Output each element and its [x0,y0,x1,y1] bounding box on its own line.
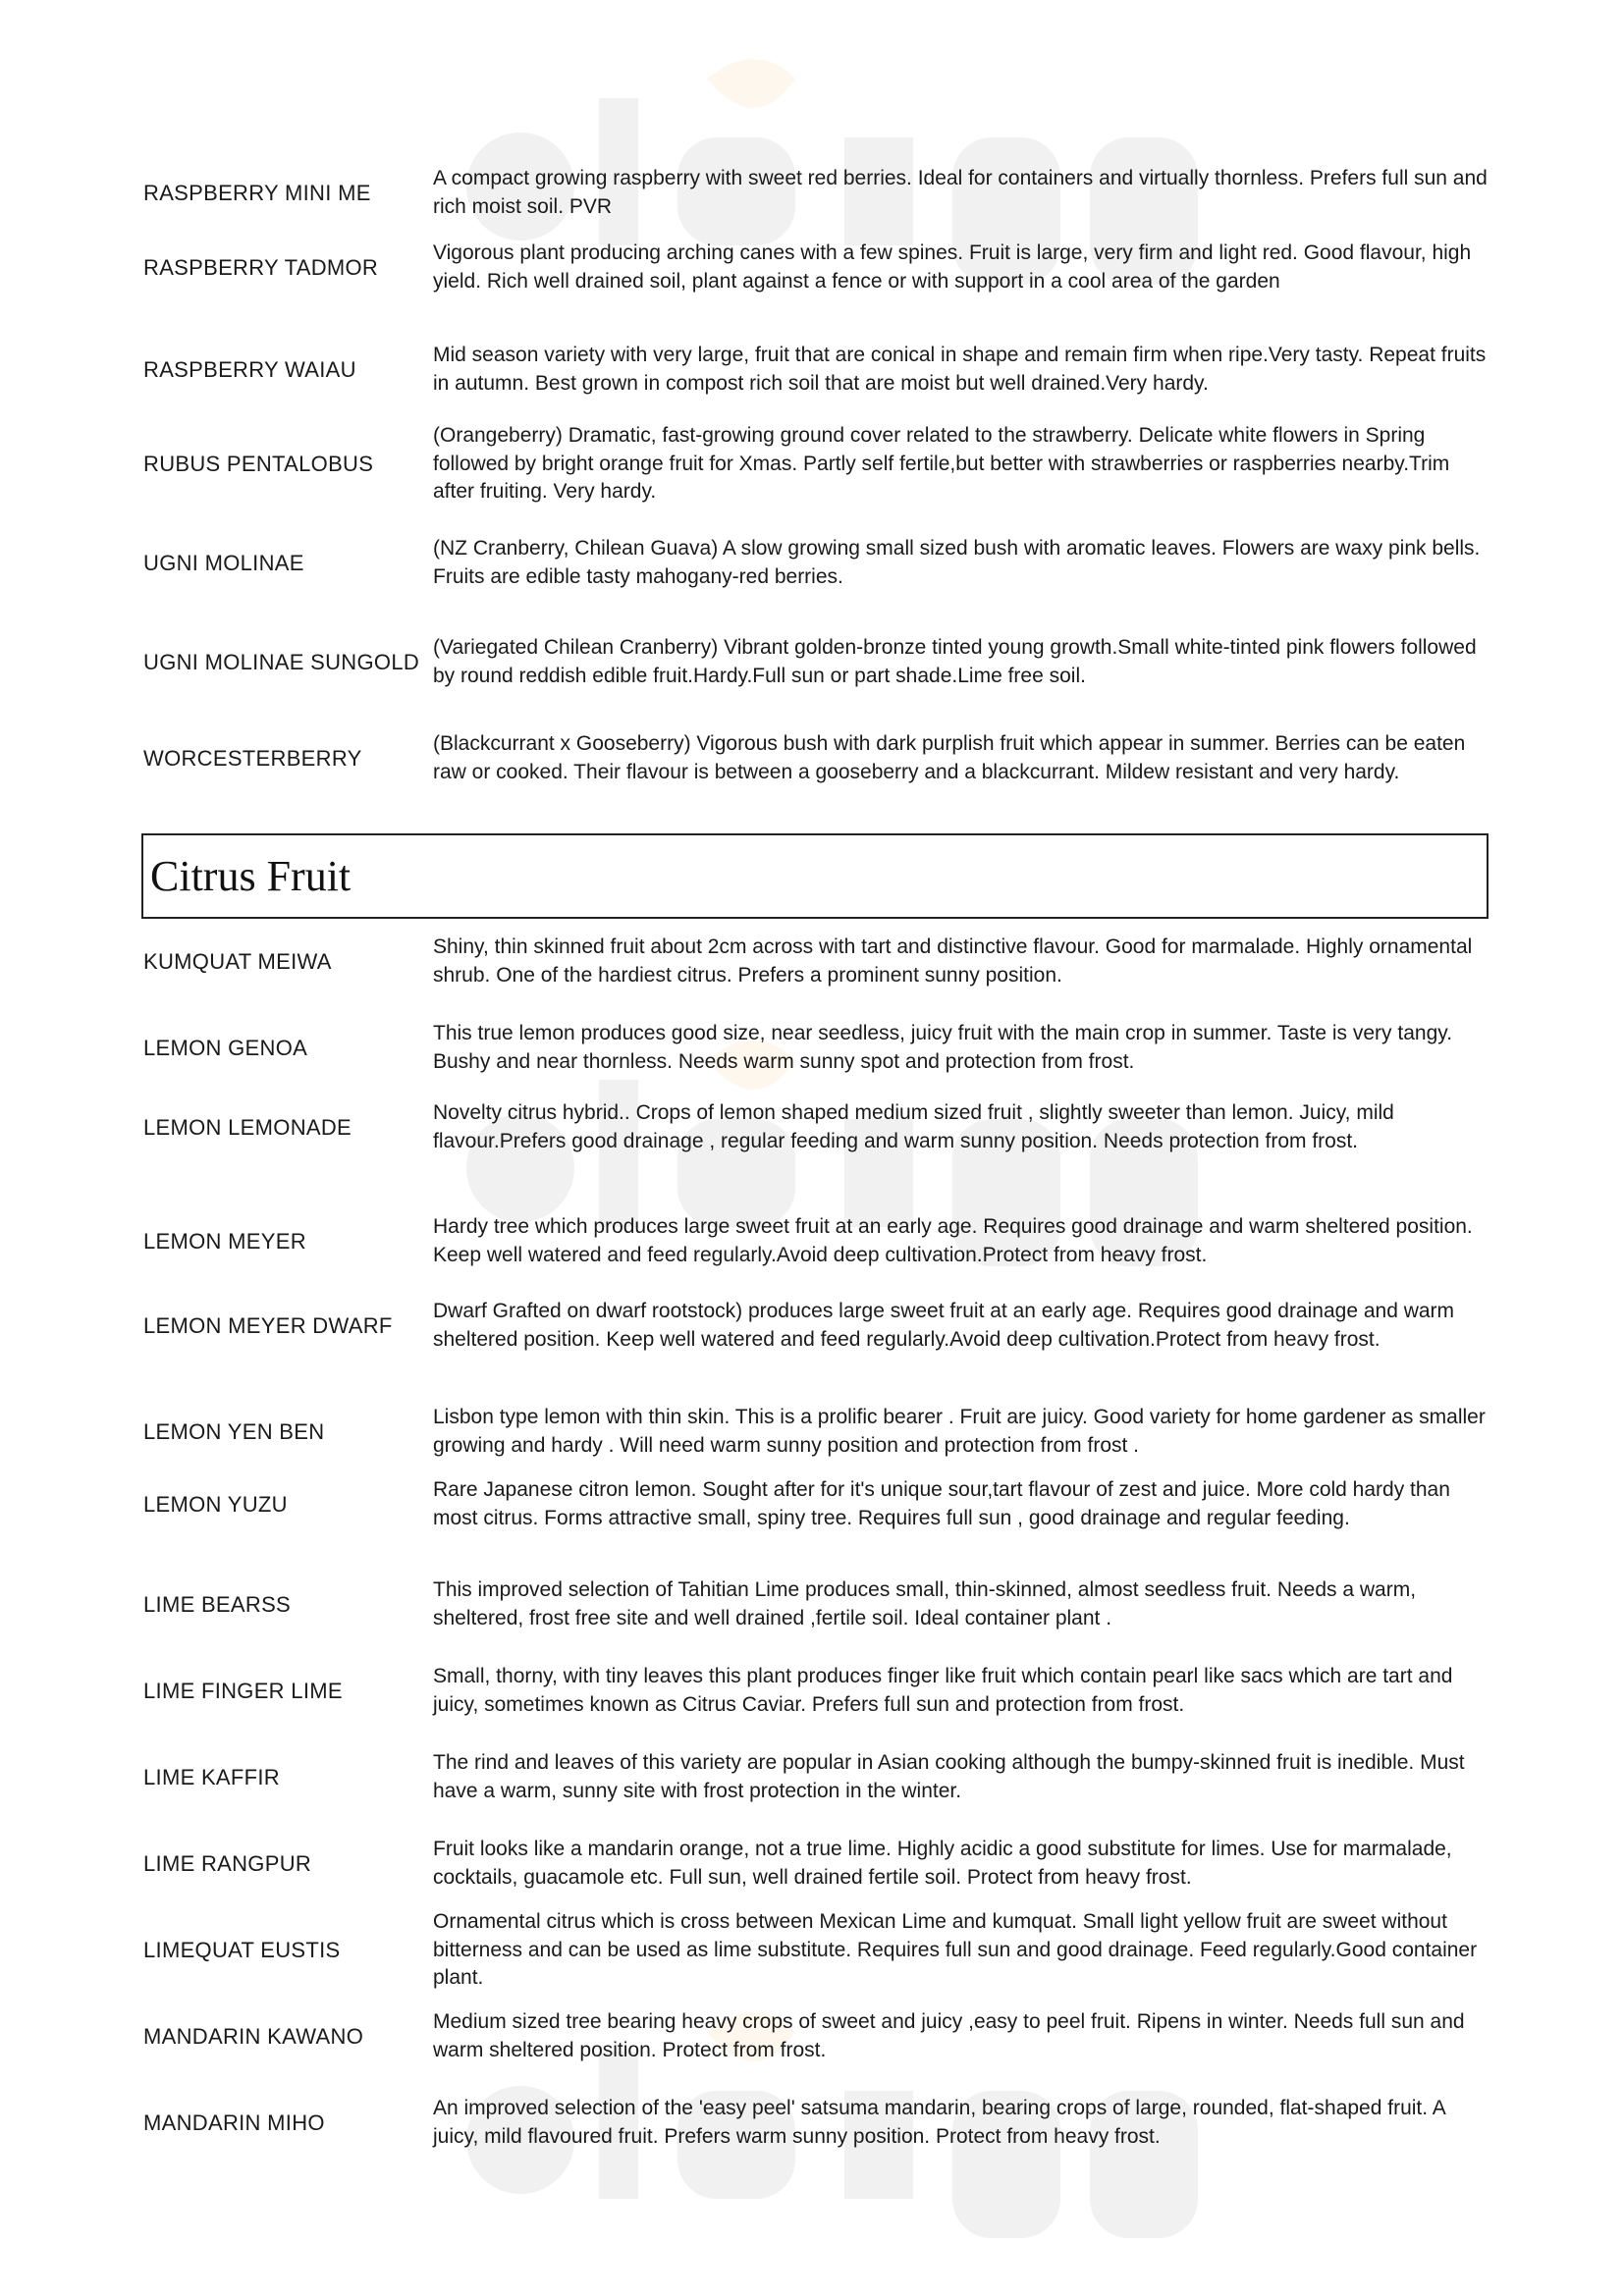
list-item [143,422,1489,507]
list-item [143,730,1489,786]
product-name: UGNI MOLINAE SUNGOLD [143,650,420,674]
product-name: RASPBERRY TADMOR [143,255,379,280]
list-item [143,1836,1489,1892]
product-name: LIME BEARSS [143,1592,292,1617]
product-name: LIME FINGER LIME [143,1679,343,1703]
list-item [143,1576,1489,1632]
product-name: MANDARIN MIHO [143,2110,325,2135]
list-item [143,934,1489,989]
list-item [143,1476,1489,1532]
list-item [143,1908,1489,1993]
list-item [143,2095,1489,2151]
product-description: (NZ Cranberry, Chilean Guava) A slow growing small sized bush with aromatic leaves. Flowers are waxy pink bells. Fruits are edible tasty mahogany-red berries. [433,537,1481,588]
product-name: LEMON GENOA [143,1036,308,1060]
product-description: (Variegated Chilean Cranberry) Vibrant golden-bronze tinted young growth.Small white-tinted pink flowers followed by round reddish edible fruit.Hardy.Full sun or part shade.Lime free soil. [433,636,1477,687]
product-description: Mid season variety with very large, fruit that are conical in shape and remain firm when ripe.Very tasty. Repeat fruits in autumn. Best grown in compost rich soil that are moist but well drained.Very hardy. [433,344,1487,395]
product-description: An improved selection of the 'easy peel' satsuma mandarin, bearing crops of large, rounded, flat-shaped fruit. A juicy, mild flavoured fruit. Prefers warm sunny position. Protect from heavy frost. [433,2097,1445,2148]
product-name: LIME RANGPUR [143,1851,312,1876]
product-description: A compact growing raspberry with sweet red berries. Ideal for containers and virtually thornless. Prefers full sun and rich moist soil. PVR [433,167,1488,218]
product-description: Rare Japanese citron lemon. Sought after for it's unique sour,tart flavour of zest and juice. More cold hardy than most citrus. Forms attractive small, spiny tree. Requires full sun , good drainage and regular feeding. [433,1478,1450,1529]
list-item [143,1298,1489,1354]
product-description: (Blackcurrant x Gooseberry) Vigorous bush with dark purplish fruit which appear in summer. Berries can be eaten raw or cooked. Their flavour is between a gooseberry and a blackcurrant. Mildew resistant and very hardy. [433,732,1466,783]
product-name: RASPBERRY MINI ME [143,181,371,205]
product-description: Novelty citrus hybrid.. Crops of lemon shaped medium sized fruit , slightly sweeter than lemon. Juicy, mild flavour.Prefers good drainage , regular feeding and warm sunny position. Needs protection from frost. [433,1101,1394,1152]
list-item [143,1749,1489,1805]
list-item [143,1020,1489,1076]
product-name: LEMON LEMONADE [143,1115,352,1140]
list-item [143,1663,1489,1719]
product-description: Small, thorny, with tiny leaves this plant produces finger like fruit which contain pearl like sacs which are tart and juicy, sometimes known as Citrus Caviar. Prefers full sun and protection from frost. [433,1665,1453,1716]
product-name: RASPBERRY WAIAU [143,357,356,382]
list-item [143,634,1489,690]
product-name: LEMON MEYER [143,1229,306,1254]
product-description: Fruit looks like a mandarin orange, not a true lime. Highly acidic a good substitute for limes. Use for marmalade, cocktails, guacamole etc. Full sun, well drained fertile soil. Protect from heavy frost. [433,1838,1452,1889]
product-description: Ornamental citrus which is cross between Mexican Lime and kumquat. Small light yellow fruit are sweet without bitterness and can be used as lime substitute. Requires full sun and good drainage. Feed regularly.Good container plant. [433,1910,1478,1989]
product-name: LEMON MEYER DWARF [143,1313,393,1338]
product-description: (Orangeberry) Dramatic, fast-growing ground cover related to the strawberry. Delicate white flowers in Spring followed by bright orange fruit for Xmas. Partly self fertile,but better with strawberries or raspberries nearby.Trim after fruiting. Very hardy. [433,424,1450,503]
list-item [143,2008,1489,2064]
product-name: RUBUS PENTALOBUS [143,452,374,477]
product-description: The rind and leaves of this variety are popular in Asian cooking although the bumpy-skinned fruit is inedible. Must have a warm, sunny site with frost protection in the winter. [433,1751,1465,1802]
product-name: UGNI MOLINAE [143,551,304,575]
product-description: This improved selection of Tahitian Lime produces small, thin-skinned, almost seedless fruit. Needs a warm, sheltered, frost free site and well drained ,fertile soil. Ideal container plant . [433,1578,1417,1629]
product-name: WORCESTERBERRY [143,746,362,771]
list-item [143,240,1489,295]
list-item [143,342,1489,398]
list-item [143,1404,1489,1460]
product-name: MANDARIN KAWANO [143,2024,364,2049]
section-title: Citrus Fruit [150,852,352,900]
list-item [143,1099,1489,1155]
product-description: Vigorous plant producing arching canes with a few spines. Fruit is large, very firm and light red. Good flavour, high yield. Rich well drained soil, plant against a fence or with support in a cool area of the garden [433,241,1472,293]
list-item [143,165,1489,221]
list-item [143,535,1489,591]
product-description: This true lemon produces good size, near seedless, juicy fruit with the main crop in summer. Taste is very tangy. Bushy and near thornless. Needs warm sunny spot and protection from frost. [433,1022,1453,1073]
product-name: LIMEQUAT EUSTIS [143,1938,341,1963]
product-description: Shiny, thin skinned fruit about 2cm across with tart and distinctive flavour. Good for marmalade. Highly ornamental shrub. One of the hardiest citrus. Prefers a prominent sunny position. [433,935,1473,987]
product-description: Lisbon type lemon with thin skin. This is a prolific bearer . Fruit are juicy. Good variety for home gardener as smaller growing and hardy . Will need warm sunny position and protection from frost . [433,1406,1486,1457]
product-description: Medium sized tree bearing heavy crops of sweet and juicy ,easy to peel fruit. Ripens in winter. Needs full sun and warm sheltered position. Protect from frost. [433,2010,1465,2061]
section-header [141,833,1489,919]
product-name: LEMON YEN BEN [143,1419,325,1444]
product-description: Dwarf Grafted on dwarf rootstock) produces large sweet fruit at an early age. Requires good drainage and warm sheltered position. Keep well watered and feed regularly.Avoid deep cultivation.Protect from heavy frost. [433,1300,1455,1351]
product-name: LIME KAFFIR [143,1765,280,1789]
product-name: LEMON YUZU [143,1492,288,1517]
product-name: KUMQUAT MEIWA [143,949,332,974]
product-description: Hardy tree which produces large sweet fruit at an early age. Requires good drainage and warm sheltered position. Keep well watered and feed regularly.Avoid deep cultivation.Protect from heavy frost. [433,1215,1473,1266]
list-item [143,1213,1489,1269]
